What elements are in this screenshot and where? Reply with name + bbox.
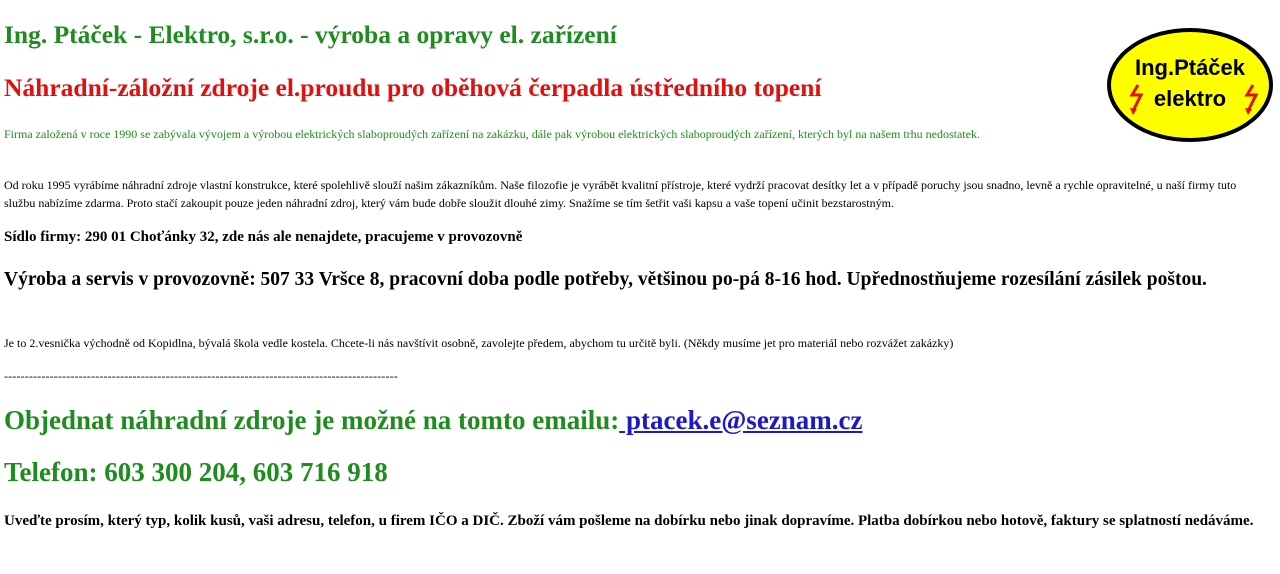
intro-text: Firma založená v roce 1990 se zabývala vývojem a výrobou elektrických slaboproudých zařízení na zakázku, dále pak výrobou elektrických slaboproudých zařízení, kterých byl na našem trhu nedostatek. <box>4 127 980 141</box>
workshop-address: Výroba a servis v provozovně: 507 33 Vršce 8, pracovní doba podle potřeby, většinou po-pá 8-16 hod. Upřednostňujeme rozesílání zásilek poštou. <box>4 269 1207 290</box>
order-line <box>4 405 863 436</box>
divider-line: ----------------------------------------------------------------------------------------------- <box>4 369 398 383</box>
company-logo <box>1106 27 1274 143</box>
product-title: Náhradní-záložní zdroje el.proudu pro oběhová čerpadla ústředního topení <box>4 73 822 102</box>
order-notice: Uveďte prosím, který typ, kolik kusů, vaši adresu, telefon, u firem IČO a DIČ. Zboží vám pošleme na dobírku nebo jinak dopravíme. Platba dobírkou nebo hotově, faktury se splatností nedáváme. <box>4 513 1254 529</box>
logo-ellipse <box>1109 30 1271 140</box>
company-paragraph: Od roku 1995 vyrábíme náhradní zdroje vlastní konstrukce, které spolehlivě slouží našim zákazníkům. Naše filozofie je vyrábět kvalitní přístroje, které vydrží pracovat desítky let a v případě poruchy jsou snadno, levně a rychle opravitelné, u naší firmy tuto službu nabízíme zdarma. Proto stačí zakoupit pouze jeden náhradní zdroj, který vám bude dobře sloužit dlouhé zimy. Snažíme se tím šetřit vaši kapsu a vaše topení učinit bezstarostným. <box>4 178 1237 210</box>
logo-graphic <box>1106 27 1274 143</box>
order-text: Objednat náhradní zdroje je možné na tomto emailu: <box>4 405 620 435</box>
logo-text-line2: elektro <box>1153 86 1227 111</box>
phone-line: Telefon: 603 300 204, 603 716 918 <box>4 457 388 487</box>
logo-text-line1: Ing.Ptáček <box>1134 55 1246 80</box>
email-link[interactable]: ptacek.e@seznam.cz <box>619 405 863 435</box>
directions-text: Je to 2.vesnička východně od Kopidlna, bývalá škola vedle kostela. Chcete-li nás navštívit osobně, zavolejte předem, abychom tu určitě byli. (Někdy musíme jet pro materiál nebo rozvážet zakázky) <box>4 336 954 350</box>
company-title: Ing. Ptáček - Elektro, s.r.o. - výroba a opravy el. zařízení <box>4 20 617 49</box>
company-seat: Sídlo firmy: 290 01 Choťánky 32, zde nás ale nenajdete, pracujeme v provozovně <box>4 229 523 245</box>
